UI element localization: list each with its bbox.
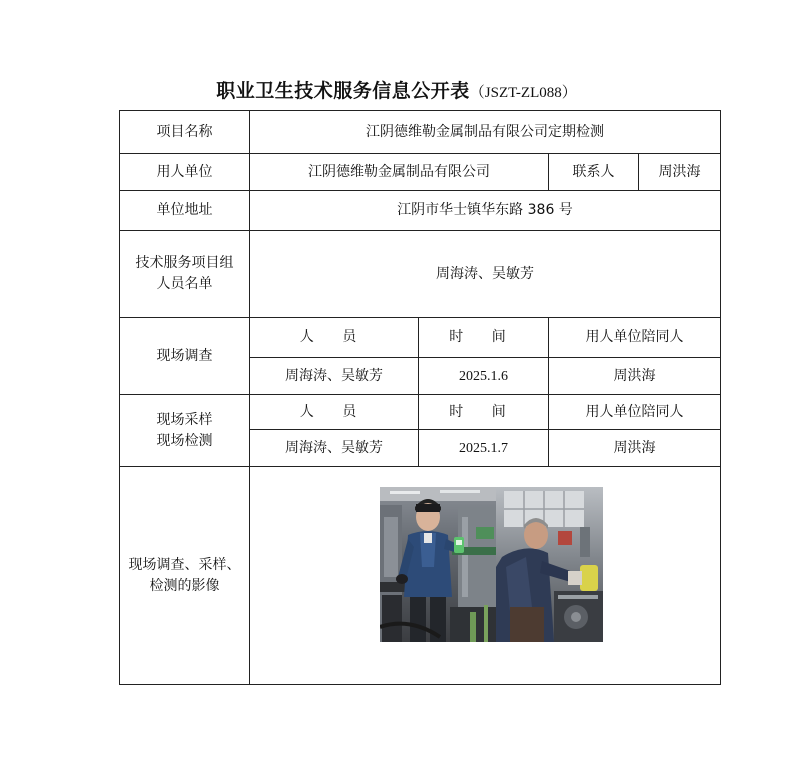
address-label: 单位地址 (120, 191, 250, 231)
row-sampling-header (120, 395, 721, 430)
row-project-name (120, 111, 721, 154)
document-title (0, 76, 793, 103)
team-label-text: 技术服务项目组人员名单 (135, 255, 234, 292)
survey-header-staff: 人 员 (250, 318, 419, 358)
images-label-line1: 现场调查、采样、 (128, 556, 241, 573)
site-photo-sampling-image (496, 487, 603, 642)
project-name-label: 项目名称 (120, 111, 250, 154)
row-images (120, 467, 721, 685)
images-label (120, 467, 250, 685)
sampling-time: 2025.1.7 (419, 430, 549, 467)
sampling-header-escort: 用人单位陪同人 (549, 395, 721, 430)
survey-header-escort: 用人单位陪同人 (549, 318, 721, 358)
sampling-escort: 周洪海 (549, 430, 721, 467)
sampling-staff: 周海涛、吴敏芳 (250, 430, 419, 467)
team-label (120, 231, 250, 318)
images-label-line2: 检测的影像 (149, 577, 220, 594)
survey-staff: 周海涛、吴敏芳 (250, 358, 419, 395)
title-code: （JSZT-ZL088） (469, 85, 577, 101)
site-photo-survey (380, 487, 496, 642)
row-address (120, 191, 721, 231)
survey-label: 现场调查 (120, 318, 250, 395)
survey-header-time: 时 间 (419, 318, 549, 358)
sampling-label-line2: 现场检测 (156, 432, 213, 449)
row-survey-header (120, 318, 721, 358)
project-name-value: 江阴德维勒金属制品有限公司定期检测 (250, 111, 721, 154)
sampling-header-staff: 人 员 (250, 395, 419, 430)
sampling-label-line1: 现场采样 (156, 411, 213, 428)
contact-value: 周洪海 (639, 154, 721, 191)
sampling-header-time: 时 间 (419, 395, 549, 430)
site-photo-sampling (496, 487, 603, 642)
site-photo-survey-image (380, 487, 496, 642)
sampling-label (120, 395, 250, 467)
employer-label: 用人单位 (120, 154, 250, 191)
row-employer (120, 154, 721, 191)
employer-value: 江阴德维勒金属制品有限公司 (250, 154, 549, 191)
title-main: 职业卫生技术服务信息公开表 (216, 80, 470, 102)
survey-escort: 周洪海 (549, 358, 721, 395)
info-table (119, 110, 721, 685)
team-value: 周海涛、吴敏芳 (250, 231, 721, 318)
contact-label: 联系人 (549, 154, 639, 191)
images-cell (250, 467, 721, 685)
row-team (120, 231, 721, 318)
address-value: 江阴市华士镇华东路 386 号 (250, 191, 721, 231)
photo-group (380, 487, 603, 642)
survey-time: 2025.1.6 (419, 358, 549, 395)
